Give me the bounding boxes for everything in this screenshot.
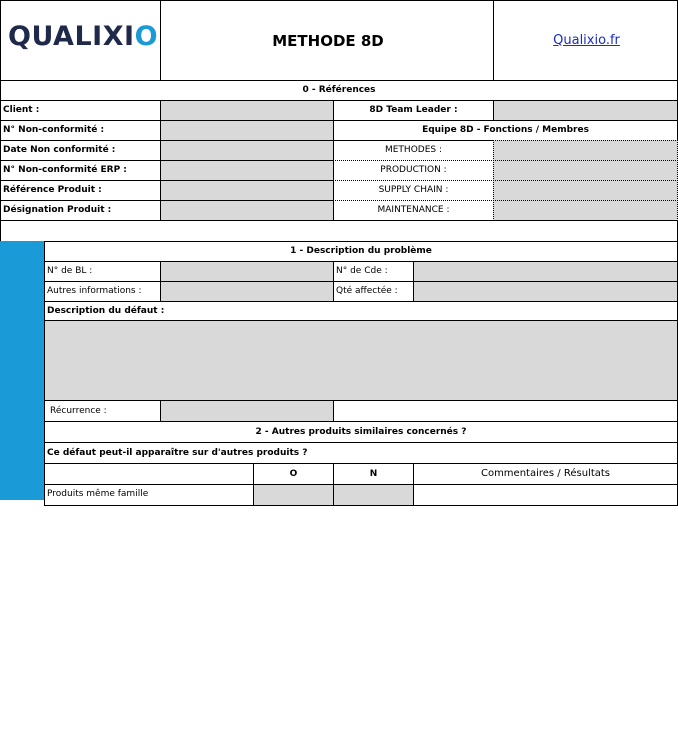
label-team-leader: 8D Team Leader : [333,100,494,121]
label-maintenance: MAINTENANCE : [333,200,494,221]
input-production[interactable] [493,160,678,181]
link-cell [493,0,678,81]
securisation-band-label: Action de Sécurisation sous 48H [14,502,30,739]
logo-cell [0,0,161,81]
label-designation: Désignation Produit : [0,200,161,221]
col-header-comments: Commentaires / Résultats [413,463,678,485]
input-methodes[interactable] [493,140,678,161]
label-autres-infos: Autres informations : [44,281,161,302]
label-cde: N° de Cde : [333,261,414,282]
input-ref-produit[interactable] [160,180,334,201]
input-supply-chain[interactable] [493,180,678,201]
input-nc-number[interactable] [160,120,334,141]
input-meme-famille-n[interactable] [333,484,414,506]
input-cde[interactable] [413,261,678,282]
input-meme-famille-o[interactable] [253,484,334,506]
input-designation[interactable] [160,200,334,221]
section-0-title: 0 - Références [0,80,678,101]
label-production: PRODUCTION : [333,160,494,181]
label-qte: Qté affectée : [333,281,414,302]
input-description-defaut[interactable] [44,320,678,401]
input-bl[interactable] [160,261,334,282]
section-2-title: 2 - Autres produits similaires concernés ? [44,421,678,443]
input-nc-date[interactable] [160,140,334,161]
row-label-meme-famille: Produits même famille [44,484,254,506]
label-bl: N° de BL : [44,261,161,282]
col-header-n: N [333,463,414,485]
qualixio-logo: QUALIXIO [8,21,159,52]
recurrence-empty-cell [333,400,678,422]
section-1-title: 1 - Description du problème [44,241,678,262]
spacer-row [0,220,678,242]
title-cell [160,0,494,81]
input-qte[interactable] [413,281,678,302]
label-client: Client : [0,100,161,121]
securisation-band [0,241,45,739]
label-recurrence: Récurrence : [44,400,161,422]
input-meme-famille-comments[interactable] [413,484,678,506]
label-supply-chain: SUPPLY CHAIN : [333,180,494,201]
input-team-leader[interactable] [493,100,678,121]
table-header-empty [44,463,254,485]
col-header-o: O [253,463,334,485]
qualixio-link[interactable]: Qualixio.fr [553,33,620,48]
input-autres-infos[interactable] [160,281,334,302]
section-2-question: Ce défaut peut-il apparaître sur d'autres produits ? [44,442,678,464]
label-team-8d: Equipe 8D - Fonctions / Membres [333,120,678,141]
input-recurrence[interactable] [160,400,334,422]
label-nc-erp: N° Non-conformité ERP : [0,160,161,181]
input-client[interactable] [160,100,334,121]
label-ref-produit: Référence Produit : [0,180,161,201]
page-title: METHODE 8D [272,32,384,50]
input-maintenance[interactable] [493,200,678,221]
label-methodes: METHODES : [333,140,494,161]
input-nc-erp[interactable] [160,160,334,181]
label-description-defaut: Description du défaut : [44,301,678,321]
label-nc-date: Date Non conformité : [0,140,161,161]
label-nc-number: N° Non-conformité : [0,120,161,141]
